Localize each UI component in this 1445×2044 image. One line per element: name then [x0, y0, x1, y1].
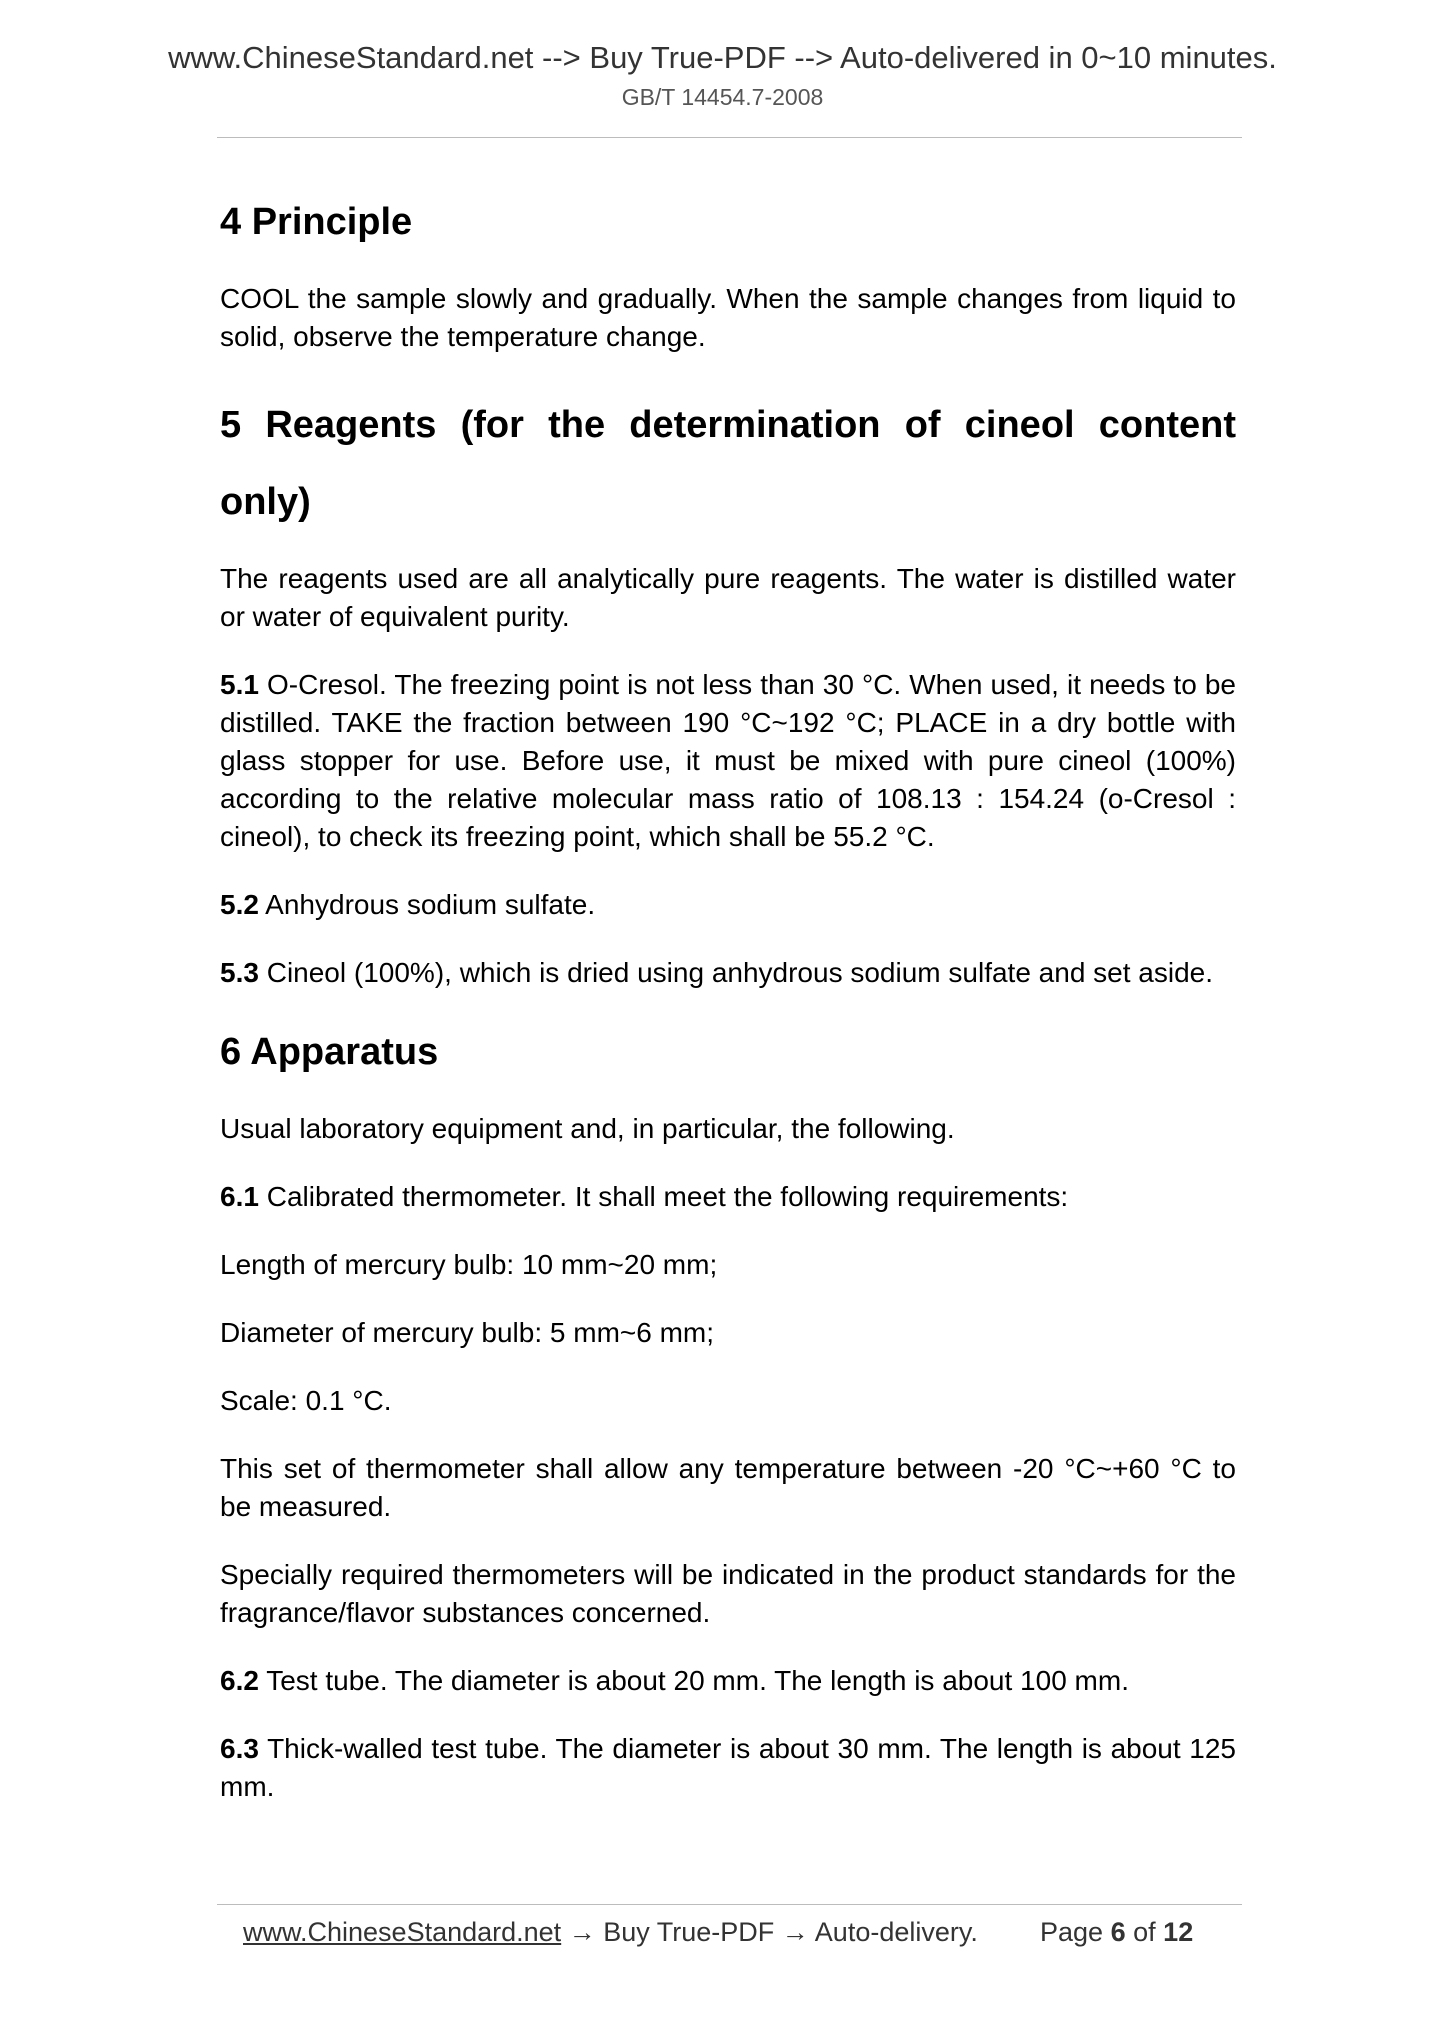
thermometer-range-text: This set of thermometer shall allow any temperature between -20 °C~+60 °C to be measured. [220, 1453, 1236, 1522]
section-5-intro: The reagents used are all analytically pure reagents. The water is distilled water or water of equivalent purity. [220, 563, 1236, 632]
footer-buy-text: Buy True-PDF [603, 1917, 775, 1947]
special-thermometers-text: Specially required thermometers will be indicated in the product standards for the fragrance/flavor substances concerned. [220, 1559, 1236, 1628]
clause-text: Thick-walled test tube. The diameter is about 30 mm. The length is about 125 mm. [220, 1733, 1236, 1802]
header-banner: www.ChineseStandard.net --> Buy True-PDF --> Auto-delivered in 0~10 minutes. [168, 40, 1277, 75]
right-arrow-icon: → [568, 1917, 596, 1947]
section-5-heading-continued: only) [220, 481, 311, 523]
clause-6-3 [220, 1730, 1236, 1806]
page-total: 12 [1163, 1917, 1194, 1947]
page-footer [243, 1912, 1194, 1952]
section-4-heading: 4 Principle [220, 201, 413, 243]
page-current: 6 [1110, 1917, 1126, 1947]
clause-5-1 [220, 666, 1236, 856]
right-arrow-icon: → [781, 1917, 809, 1947]
clause-text: Cineol (100%), which is dried using anhydrous sodium sulfate and set aside. [266, 957, 1214, 988]
page-of: of [1133, 1917, 1156, 1947]
section-5-heading: 5 Reagents (for the determination of cineol content [220, 404, 1236, 446]
page-header [0, 38, 1445, 112]
header-divider [217, 137, 1242, 138]
page-body [220, 192, 1236, 1836]
requirement-bulb-diameter: Diameter of mercury bulb: 5 mm~6 mm; [220, 1317, 715, 1348]
clause-number: 6.2 [220, 1665, 259, 1696]
section-4-text: COOL the sample slowly and gradually. When the sample changes from liquid to solid, observe the temperature change. [220, 283, 1236, 352]
clause-number: 6.3 [220, 1733, 259, 1764]
footer-divider [217, 1904, 1242, 1905]
clause-5-3 [220, 954, 1236, 992]
requirement-scale: Scale: 0.1 °C. [220, 1385, 392, 1416]
section-6-heading: 6 Apparatus [220, 1031, 439, 1073]
clause-number: 5.2 [220, 889, 259, 920]
clause-text: Anhydrous sodium sulfate. [265, 889, 596, 920]
footer-site-link[interactable]: www.ChineseStandard.net [243, 1917, 562, 1947]
clause-6-1 [220, 1178, 1236, 1216]
clause-5-2 [220, 886, 1236, 924]
clause-number: 5.1 [220, 669, 259, 700]
page-indicator [1040, 1912, 1193, 1952]
clause-text: Test tube. The diameter is about 20 mm. The length is about 100 mm. [266, 1665, 1129, 1696]
clause-number: 5.3 [220, 957, 259, 988]
standard-code: GB/T 14454.7-2008 [621, 84, 824, 110]
page-label: Page [1040, 1917, 1104, 1947]
clause-6-2 [220, 1662, 1236, 1700]
clause-number: 6.1 [220, 1181, 259, 1212]
footer-delivery-text: Auto-delivery. [814, 1917, 978, 1947]
clause-text: Calibrated thermometer. It shall meet the following requirements: [266, 1181, 1069, 1212]
requirement-bulb-length: Length of mercury bulb: 10 mm~20 mm; [220, 1249, 718, 1280]
clause-text: O-Cresol. The freezing point is not less than 30 °C. When used, it needs to be distilled. TAKE the fraction between 190 °C~192 °C; PLACE in a dry bottle with glass stopper for use. Before use, it must be mixed with pure cineol (100%) according to the relative molecular mass ratio of 108.13 : 154.24 (o-Cresol : cineol), to check its freezing point, which shall be 55.2 °C. [220, 669, 1236, 852]
section-6-intro: Usual laboratory equipment and, in particular, the following. [220, 1113, 955, 1144]
